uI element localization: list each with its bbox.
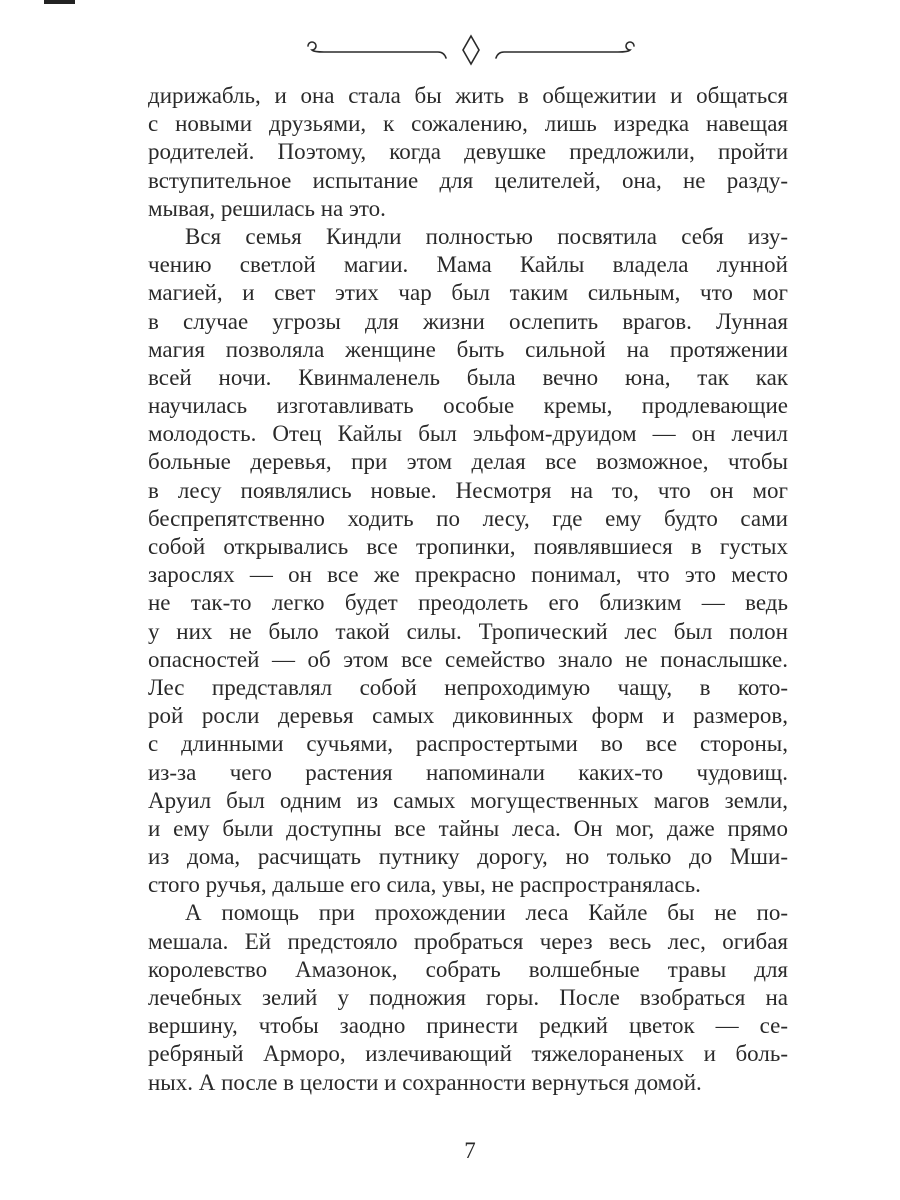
- text-line: ребряный Арморо, излечивающий тяжелораненых и боль-: [148, 1041, 788, 1067]
- text-line: ных. А после в целости и сохранности вернуться домой.: [148, 1069, 702, 1095]
- text-line: лечебных зелий у подножия горы. После взобраться на: [148, 985, 788, 1010]
- text-line: из дома, расчищать путнику дорогу, но только до Мши-: [148, 844, 788, 870]
- text-line: не так-то легко будет преодолеть его близким — ведь: [148, 590, 788, 616]
- text-line: и ему были доступны все тайны леса. Он мог, даже прямо: [148, 815, 788, 841]
- text-line: молодость. Отец Кайлы был эльфом-друидом — он лечил: [148, 421, 788, 447]
- text-line: всей ночи. Квинмаленель была вечно юна, так как: [148, 364, 788, 390]
- text-line: с новыми друзьями, к сожалению, лишь изредка навещая: [148, 111, 788, 137]
- text-line: чению светлой магии. Мама Кайлы владела лунной: [148, 252, 788, 278]
- text-line: А помощь при прохождении леса Кайле бы не по-: [185, 900, 788, 926]
- text-line: в случае угрозы для жизни ослепить врагов. Лунная: [148, 308, 788, 334]
- text-line: вершину, чтобы заодно принести редкий цветок — се-: [148, 1013, 788, 1039]
- text-line: дирижабль, и она стала бы жить в общежитии и общаться: [148, 83, 788, 108]
- paragraph: [148, 899, 788, 1096]
- text-line: стого ручья, дальше его сила, увы, не распространялась.: [148, 872, 701, 898]
- text-line: больные деревья, при этом делая все возможное, чтобы: [148, 449, 788, 475]
- text-line: с длинными сучьями, распростертыми во все стороны,: [148, 731, 788, 757]
- text-line: вступительное испытание для целителей, она, не разду-: [148, 167, 788, 193]
- text-line: опасностей — об этом все семейство знало не понаслышке.: [148, 646, 788, 672]
- paragraph: [148, 82, 788, 223]
- page-number: 7: [464, 1138, 476, 1163]
- text-line: Лес представлял собой непроходимую чащу, в кото-: [148, 674, 788, 700]
- text-line: рой росли деревья самых диковинных форм и размеров,: [148, 703, 788, 729]
- text-line: магия позволяла женщине быть сильной на протяжении: [148, 336, 788, 362]
- text-line: королевство Амазонок, собрать волшебные травы для: [148, 956, 788, 982]
- text-line: родителей. Поэтому, когда девушке предложили, пройти: [148, 139, 788, 165]
- text-line: научилась изготавливать особые кремы, продлевающие: [148, 393, 788, 419]
- text-line: Вся семья Киндли полностью посвятила себя изу-: [185, 223, 788, 249]
- text-line: у них не было такой силы. Тропический лес был полон: [148, 618, 788, 644]
- corner-mark: [44, 0, 75, 4]
- text-line: беспрепятственно ходить по лесу, где ему будто сами: [148, 505, 788, 531]
- text-line: зарослях — он все же прекрасно понимал, что это место: [148, 562, 788, 588]
- ornament-divider-icon: [298, 32, 644, 68]
- text-line: мывая, решилась на это.: [148, 195, 386, 221]
- text-line: магией, и свет этих чар был таким сильным, что мог: [148, 280, 788, 306]
- body-text: [148, 82, 788, 1097]
- paragraph: [148, 223, 788, 900]
- text-line: Аруил был одним из самых могущественных магов земли,: [148, 787, 788, 813]
- text-line: собой открывались все тропинки, появлявшиеся в густых: [148, 534, 788, 559]
- text-line: из-за чего растения напоминали каких-то чудовищ.: [148, 759, 788, 785]
- text-line: в лесу появлялись новые. Несмотря на то, что он мог: [148, 477, 788, 503]
- text-line: мешала. Ей предстояло пробраться через весь лес, огибая: [148, 928, 788, 954]
